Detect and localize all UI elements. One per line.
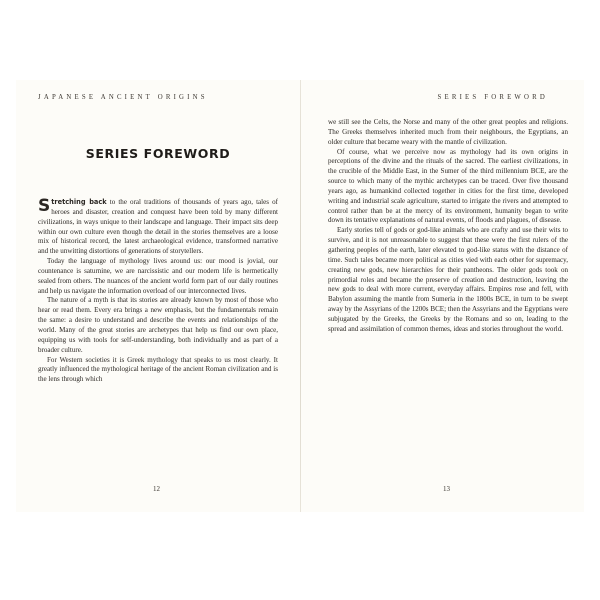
body-paragraph: The nature of a myth is that its stories are already known by most of those who hear or read them. Every era brings a new emphasis, but the fundamentals remain the same: a desire to understand and describe the events and relationships of the world. Many of the great stories are archetypes that help us find our own place, equipping us with tools for self-understanding, both individually and as part of a broader culture. [38, 296, 278, 354]
left-body-text [38, 198, 278, 385]
page-number-right: 13 [443, 485, 450, 493]
continued-paragraph: we still see the Celts, the Norse and many of the other great peoples and religions. The Greeks themselves inherited much from their neighbours, the Egyptians, an older culture that became weary with the mantle of civilization. [328, 118, 568, 146]
book-spread [16, 80, 584, 512]
body-paragraph: Early stories tell of gods or god-like animals who are crafty and use their wits to survive, and it is not unreasonable to suggest that these were the first rulers of the gathering peoples of the earth, later elevated to god-like status with the distance of time. Such tales became more political as cities vied with each other for supremacy, creating new gods, new hierarchies for their pantheons. The older gods took on primordial roles and became the preserve of creation and destruction, leaving the new gods to deal with more current, everyday affairs. Empires rose and fell, with Babylon assuming the mantle from Sumeria in the 1800s BCE, in turn to be swept away by the Assyrians of the 1200s BCE; then the Assyrians and the Egyptians were subjugated by the Greeks, the Greeks by the Romans and so on, leading to the spread and assimilation of common themes, ideas and stories throughout the world. [328, 226, 568, 333]
chapter-title: SERIES FOREWORD [85, 146, 231, 161]
body-paragraph: Today the language of mythology lives around us: our mood is jovial, our countenance is saturnine, we are narcissistic and our modern life is hermetically sealed from others. The nuances of the ancient world form part of our daily routines and help us navigate the information overload of our interconnected lives. [38, 257, 278, 295]
lead-in-words: tretching back [51, 198, 107, 206]
left-page [16, 80, 300, 512]
page-number-left: 12 [153, 485, 160, 493]
body-paragraph: Of course, what we perceive now as mythology had its own origins in perceptions of the divine and the rituals of the sacred. The earliest civilizations, in the crucible of the Middle East, in the Sumer of the third millennium BCE, are the source to which many of the mythic archetypes can be traced. Over five thousand years ago, as humankind collected together in cities for the first time, developed writing and industrial scale agriculture, started to irrigate the rivers and attempted to control rather than be at the mercy of its environment, humanity began to write down its tentative explanations of natural events, of floods and plagues, of disease. [328, 147, 568, 225]
opening-paragraph [38, 198, 278, 257]
drop-cap: S [38, 196, 51, 216]
right-running-head: SERIES FOREWORD [437, 94, 548, 101]
left-running-head: JAPANESE ANCIENT ORIGINS [38, 94, 208, 101]
opening-paragraph-text: to the oral traditions of thousands of years ago, tales of heroes and disaster, creation and conquest have been told by many different civilizations, in ways unique to their landscape and language. Their impact sits deep within our own culture even though the detail in the stories themselves are a loose mix of historical record, the latest archaeological evidence, transformed narrative and the unwitting distortions of generations of storytellers. [38, 198, 278, 256]
body-paragraph: For Western societies it is Greek mythology that speaks to us most clearly. It greatly influenced the mythological heritage of the ancient Roman civilization and is the lens through which [38, 355, 278, 384]
right-body-text [328, 118, 568, 335]
right-page [300, 80, 584, 512]
